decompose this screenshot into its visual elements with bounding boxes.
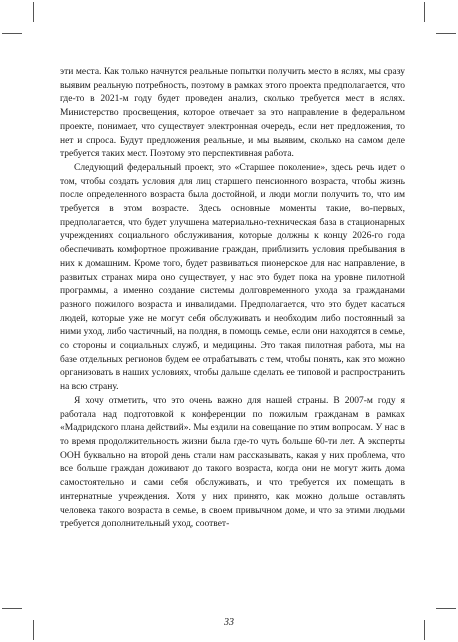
- crop-mark-bottom-left-horizontal: [2, 608, 22, 609]
- paragraph-3: Я хочу отметить, что это очень важно для нашей страны. В 2007-м году я работала над подготовкой к конференции по пожилым гражданам в рамках «Мадридского плана действий». Мы ездили на совещание по этим вопросам. У нас в то время продолжительность жизни была где-то чуть больше 60-ти лет. А эксперты ООН буквально на второй день стали нам рассказывать, какая у них проблема, что все больше граждан доживают до такого возраста, когда они не могут жить дома самостоятельно и сами себя обслуживать, и что требуется их помещать в интернатные учреждения. Хотя у них принято, как можно дольше оставлять человека такого возраста в семье, в своем привычном доме, и что за этими людьми требуется дополнительный уход, соответ-: [60, 395, 405, 530]
- crop-mark-bottom-right-horizontal: [436, 608, 456, 609]
- body-text: [60, 66, 405, 532]
- crop-mark-top-right-vertical: [424, 2, 425, 22]
- crop-mark-top-left-vertical: [33, 2, 34, 22]
- crop-mark-top-left-horizontal: [2, 33, 22, 34]
- page-number: 33: [224, 617, 234, 628]
- crop-mark-top-right-horizontal: [436, 33, 456, 34]
- paragraph-2: Следующий федеральный проект, это «Старшее поколение», здесь речь идет о том, чтобы создать условия для лиц старшего пенсионного возраста, чтобы жизнь после определенного возраста была достойной, и люди могли получить то, что им требуется в этом возрасте. Здесь основные моменты такие, во-первых, предполагается, что будет улучшена материально-техническая база в стационарных учреждениях социального обслуживания, которые должны к концу 2026-го года обеспечивать комфортное проживание граждан, приблизить условия пребывания в них к домашним. Кроме того, будет развиваться пионерское для нас направление, в развитых странах мира оно существует, у нас это будет пока на уровне пилотной программы, а именно создание системы долговременного ухода за гражданами разного пожилого возраста и инвалидами. Предполагается, что это будет касаться людей, которые уже не могут себя обслуживать и необходим либо постоянный за ними уход, либо частичный, на полдня, в помощь семье, если они находятся в семье, со стороны и социальных служб, и медицины. Это такая пилотная работа, мы на базе отдельных регионов будем ее отрабатывать с тем, чтобы понять, как это можно организовать в наших условиях, чтобы дальше сделать ее типовой и распространить на всю страну.: [60, 162, 405, 393]
- paragraph-1: эти места. Как только начнутся реальные попытки получить место в яслях, мы сразу выявим реальную потребность, поэтому в рамках этого проекта предполагается, что где-то в 2021-м году будет проведен анализ, сколько требуется мест в яслях. Министерство просвещения, которое отвечает за это направление в федеральном проекте, понимает, что существует электронная очередь, если нет предложения, то нет и спроса. Будут предложения реальные, и мы выявим, сколько на самом деле требуется таких мест. Поэтому это перспективная работа.: [60, 67, 405, 160]
